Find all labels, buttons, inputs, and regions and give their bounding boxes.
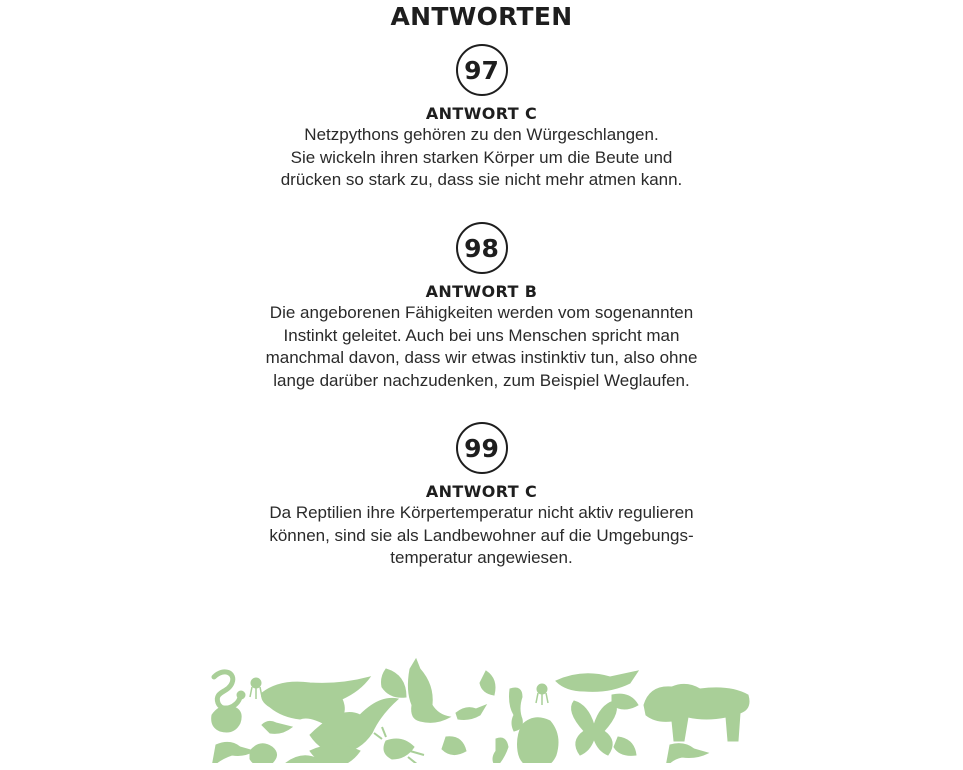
answer-text-line: drücken so stark zu, dass sie nicht mehr atmen kann. <box>280 170 683 189</box>
answer-label: ANTWORT C <box>425 104 538 123</box>
answer-number-badge: 99 <box>456 422 508 474</box>
answer-text-line: Da Reptilien ihre Körpertemperatur nicht aktiv regulieren <box>269 503 694 522</box>
leaf-icon-4 <box>612 694 638 709</box>
answer-label: ANTWORT C <box>425 482 538 501</box>
answer-text-line: Netzpythons gehören zu den Würgeschlangen. <box>304 125 659 144</box>
answer-text-line: temperatur angewiesen. <box>390 548 573 567</box>
snake-icon-head <box>237 691 245 699</box>
snake-icon <box>214 672 240 708</box>
answer-block-98 <box>0 222 963 392</box>
answer-text <box>0 124 963 192</box>
leaf-icon <box>382 669 407 697</box>
crocodile-icon <box>556 671 638 691</box>
butterfly-icon <box>572 701 617 755</box>
jellyfish-icon-2 <box>537 684 547 694</box>
answer-number-badge: 97 <box>456 44 508 96</box>
animal-silhouettes <box>210 655 752 770</box>
answer-text-line: lange darüber nachzudenken, zum Beispiel Weglaufen. <box>273 370 690 390</box>
answer-text-line: Instinkt geleitet. Auch bei uns Menschen spricht man <box>283 325 680 345</box>
animal-silhouette-banner <box>210 655 752 770</box>
seahorse-icon-2 <box>493 738 508 767</box>
answer-number-badge: 98 <box>456 222 508 274</box>
answer-block-99 <box>0 422 963 570</box>
turtle-icon <box>212 706 241 732</box>
lion-icon <box>644 684 749 741</box>
answer-text <box>0 302 963 392</box>
answer-text-line: manchmal davon, dass wir etwas instinktiv tun, also ohne <box>265 348 698 367</box>
fox-icon <box>408 659 450 722</box>
leaf-icon-5 <box>614 737 636 755</box>
leaf-icon-2 <box>480 671 495 695</box>
page-title: ANTWORTEN <box>390 2 573 31</box>
answer-text <box>0 502 963 570</box>
jellyfish-icon <box>251 678 261 688</box>
small-bird-icon <box>456 705 486 720</box>
beetle-icon <box>384 739 414 759</box>
answer-text-line: können, sind sie als Landbewohner auf die Umgebungs- <box>269 525 694 545</box>
answer-text-line: Sie wickeln ihren starken Körper um die Beute und <box>290 147 673 167</box>
leaf-icon-3 <box>442 737 466 755</box>
seahorse-icon <box>510 688 523 731</box>
frog-icon <box>250 744 277 766</box>
answer-text-line: Die angeborenen Fähigkeiten werden vom sogenannten <box>269 303 694 322</box>
gecko-icon <box>262 721 292 733</box>
answer-label: ANTWORT B <box>425 282 538 301</box>
owl-icon <box>518 718 559 769</box>
answer-block-97 <box>0 44 963 192</box>
